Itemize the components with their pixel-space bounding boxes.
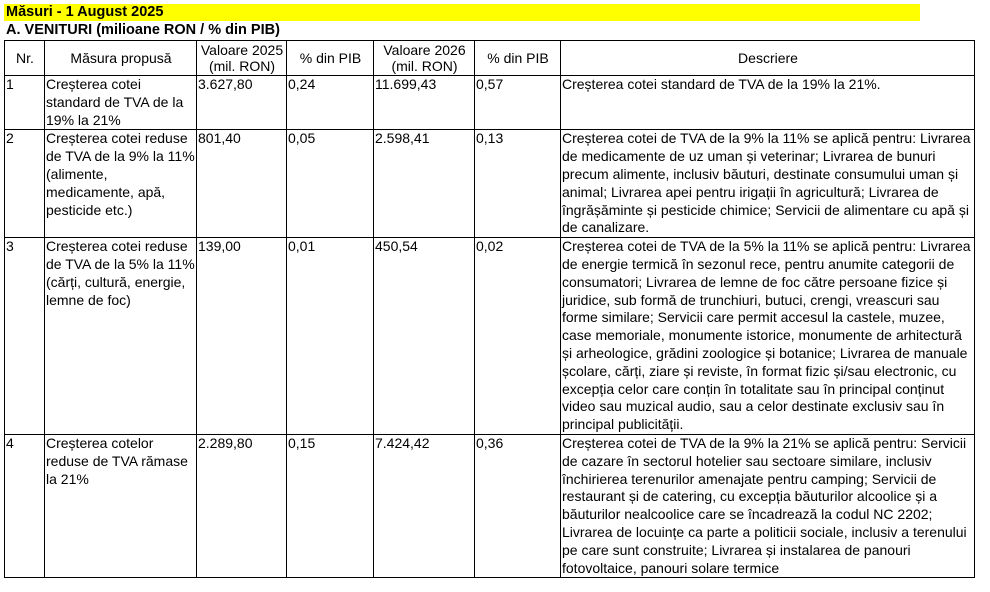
header-pct-2025: % din PIB [287, 41, 374, 76]
document-title: Măsuri - 1 August 2025 [4, 4, 920, 21]
cell-value-2025: 801,40 [197, 130, 287, 238]
header-description: Descriere [561, 41, 975, 76]
table-row [5, 130, 975, 238]
cell-pct-2026: 0,13 [475, 130, 561, 238]
cell-description: Creșterea cotei de TVA de la 9% la 21% se aplică pentru: Servicii de cazare în sectorul hotelier sau sectoare similare, inclusiv închirierea terenurilor amenajate pentru camping; Servicii de restaurant și de catering, cu excepția băuturilor alcoolice și a băuturilor nealcoolice care se încadrează la codul NC 2202; Livrarea de locuințe ca parte a politicii sociale, inclusiv a terenului pe care sunt construite; Livrarea și instalarea de panouri fotovoltaice, panouri solare termice [561, 434, 975, 577]
table-header-row [5, 41, 975, 76]
cell-value-2025: 139,00 [197, 238, 287, 435]
cell-pct-2026: 0,02 [475, 238, 561, 435]
cell-value-2025: 2.289,80 [197, 434, 287, 577]
cell-pct-2025: 0,24 [287, 76, 374, 130]
cell-nr: 3 [5, 238, 45, 435]
cell-measure: Creșterea cotei reduse de TVA de la 5% la 11% (cărți, cultură, energie, lemne de foc) [45, 238, 197, 435]
section-title: A. VENITURI (milioane RON / % din PIB) [6, 22, 280, 38]
cell-nr: 2 [5, 130, 45, 238]
header-nr: Nr. [5, 41, 45, 76]
cell-nr: 4 [5, 434, 45, 577]
header-value-2026: Valoare 2026 (mil. RON) [374, 41, 475, 76]
table-row [5, 434, 975, 577]
header-measure: Măsura propusă [45, 41, 197, 76]
cell-nr: 1 [5, 76, 45, 130]
cell-pct-2025: 0,05 [287, 130, 374, 238]
table-row [5, 76, 975, 130]
table-row [5, 238, 975, 435]
cell-measure: Creșterea cotei standard de TVA de la 19% la 21% [45, 76, 197, 130]
cell-description: Creșterea cotei standard de TVA de la 19% la 21%. [561, 76, 975, 130]
cell-description: Creșterea cotei de TVA de la 9% la 11% se aplică pentru: Livrarea de medicamente de uz uman și veterinar; Livrarea de bunuri precum alimente, inclusiv băuturi, destinate consumului uman și animal; Livrarea apei pentru irigații în agricultură; Livrarea de îngrășăminte și pesticide chimice; Servicii de alimentare cu apă și de canalizare. [561, 130, 975, 238]
cell-value-2026: 11.699,43 [374, 76, 475, 130]
cell-pct-2025: 0,01 [287, 238, 374, 435]
cell-pct-2025: 0,15 [287, 434, 374, 577]
cell-value-2026: 2.598,41 [374, 130, 475, 238]
cell-value-2026: 7.424,42 [374, 434, 475, 577]
cell-pct-2026: 0,36 [475, 434, 561, 577]
cell-value-2026: 450,54 [374, 238, 475, 435]
revenue-measures-table [4, 40, 975, 578]
header-pct-2026: % din PIB [475, 41, 561, 76]
cell-value-2025: 3.627,80 [197, 76, 287, 130]
cell-pct-2026: 0,57 [475, 76, 561, 130]
cell-description: Creșterea cotei de TVA de la 5% la 11% se aplică pentru: Livrarea de energie termică în sezonul rece, pentru anumite categorii de consumatori; Livrarea de lemne de foc către persoane fizice și juridice, sub formă de trunchiuri, butuci, crengi, vreascuri sau forme similare; Servicii care permit accesul la castele, muzee, case memoriale, monumente istorice, monumente de arhitectură și arheologice, grădini zoologice și botanice; Livrarea de manuale școlare, cărți, ziare și reviste, în format fizic și/sau electronic, cu excepția celor care conțin în totalitate sau în principal conținut video sau muzical audio, sau a celor destinate exclusiv sau în principal publicității. [561, 238, 975, 435]
cell-measure: Creșterea cotelor reduse de TVA rămase la 21% [45, 434, 197, 577]
cell-measure: Creșterea cotei reduse de TVA de la 9% la 11% (alimente, medicamente, apă, pesticide etc.) [45, 130, 197, 238]
header-value-2025: Valoare 2025 (mil. RON) [197, 41, 287, 76]
